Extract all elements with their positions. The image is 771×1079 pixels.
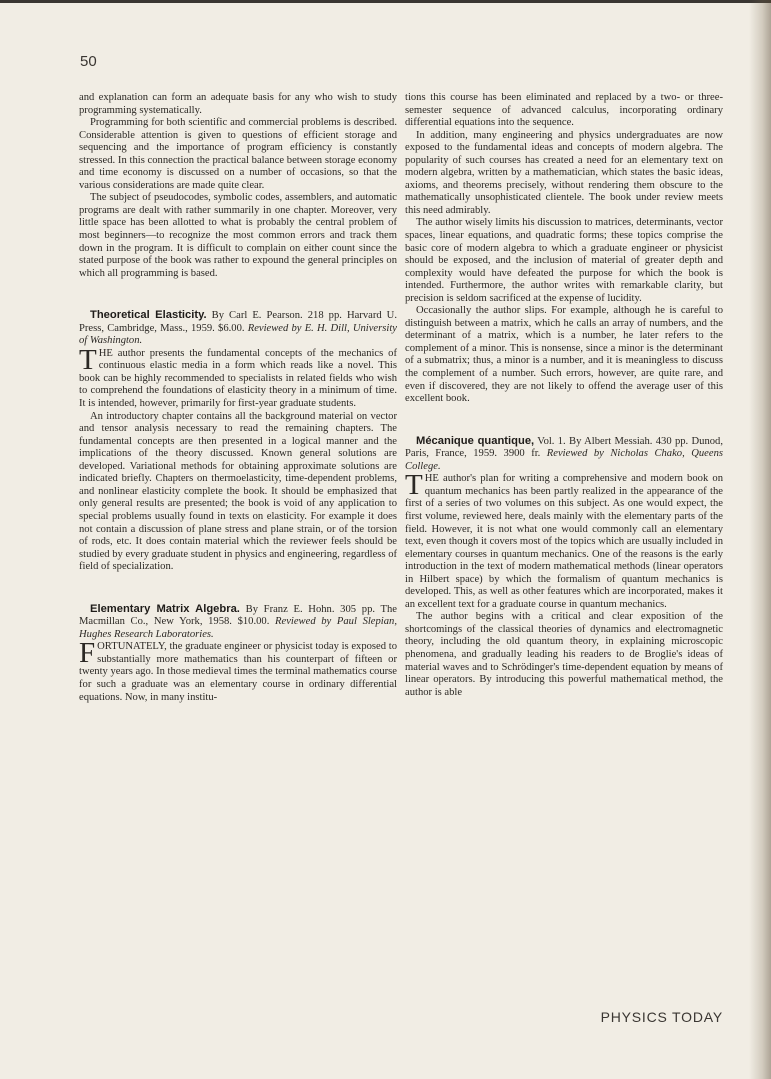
body-paragraph: Occasionally the author slips. For example, although he is careful to distinguish between a matrix, which he calls an array of numbers, and the determinant of a matrix, which is a number, he later refers to the complement of a minor. This is nonsense, since a minor is the determinant of a submatrix; thus, a minor is a number, and it is meaningless to discuss the complement of a number. Such errors, however, are quite rare, and even if discovered, they are not likely to offend the average user of this excellent book. [405,305,723,405]
page-number: 50 [80,53,97,70]
review-heading [405,435,723,474]
right-column [405,92,723,699]
review-title: Mécanique quantique, [416,434,535,447]
body-paragraph: In addition, many engineering and physics undergraduates are now exposed to the fundamental ideas and concepts of modern algebra. The popularity of such courses has created a need for an elementary text on modern algebra, written by a mathematician, which states the basic ideas, axioms, and theorems precisely, without rendering them obscure to the mathematically unsophisticated clientele. The book under review meets this need admirably. [405,129,723,216]
journal-footer: PHYSICS TODAY [600,1009,723,1025]
review-reviewer: Reviewed by E. H. Dill, University of Washington. [79,322,397,347]
review-first-paragraph: FORTUNATELY, the graduate engineer or physicist today is exposed to substantially more mathematics than his counterpart of fifteen or twenty years ago. In those medieval times the terminal mathematics course for such a graduate was an elementary course in ordinary differential equations. Now, in many institu- [79,637,398,703]
section-gap [79,574,397,603]
review-first-paragraph: THE author's plan for writing a comprehensive and modern book on quantum mechanics has been partly realized in the appearance of the first of a series of two volumes on this subject. As one would expect, the first volume, reviewed here, deals mainly with the elementary parts of the field. However, it is not what one would commonly call an elementary text, even though it covers most of the topics which are usually included in elementary courses in quantum mechanics. One of the reasons is the early introduction in the text of modern mathematical methods (linear operators in Hilbert space) by which the formalism of quantum mechanics is developed. This, as well as other features which are incorporated, makes it an excellent text for a graduate course in quantum mechanics. [405,469,723,610]
review-heading [79,603,397,642]
left-column [79,92,397,704]
review-reviewer: Reviewed by Paul Slepian, Hughes Research Laboratories. [79,616,397,640]
top-rule [0,0,771,3]
review-heading [79,309,397,348]
body-paragraph: The author begins with a critical and clear exposition of the shortcomings of the classical theories of dynamics and electromagnetic theory, including the old quantum theory, in explaining microscopic phenomena, and gradually leading his readers to de Broglie's ideas of material waves and to Schrödinger's time-dependent equation by means of linear operators. By introducing this powerful mathematical method, the author is able [405,611,723,698]
review-bibliography: Vol. 1. By Albert Messiah. 430 pp. Dunod, Paris, France, 1959. 3900 fr. [405,435,723,460]
body-paragraph: The subject of pseudocodes, symbolic codes, assemblers, and automatic programs are dealt with rather summarily in one chapter. Moreover, very little space has been allotted to what is probably the central problem of most beginners—to recognize the most common errors and track them down in the program. It is difficult to complain on either count since the stated purpose of the book was rather to expound the general principles on which all programming is based. [79,192,397,279]
review-title: Theoretical Elasticity. [90,309,207,322]
section-gap [79,280,397,309]
body-paragraph: tions this course has been eliminated and replaced by a two- or three-semester sequence of advanced calculus, incorporating ordinary differential equations into the sequence. [405,92,723,129]
review-reviewer: Reviewed by Nicholas Chako, Queens College. [405,448,723,472]
section-gap [405,406,723,435]
review-bibliography: By Carl E. Pearson. 218 pp. Harvard U. Press, Cambridge, Mass., 1959. $6.00. [79,310,397,334]
review-bibliography: By Franz E. Hohn. 305 pp. The Macmillan Co., New York, 1958. $10.00. [79,603,397,628]
body-paragraph: and explanation can form an adequate basis for any who wish to study programming systematically. [79,92,397,116]
review-first-paragraph: THE author presents the fundamental concepts of the mechanics of continuous elastic media in a form which reads like a novel. This book can be highly recommended to specialists in related fields who wish to comprehend the foundations of elasticity theory in a minimum of time. It is intended, however, primarily for first-year graduate students. [79,343,397,410]
review-title: Elementary Matrix Algebra. [90,602,240,615]
body-paragraph: The author wisely limits his discussion to matrices, determinants, vector spaces, linear equations, and quadratic forms; these topics comprise the basic core of modern algebra to which a graduate engineer or physicist should be exposed, and the inclusion of material of greater depth and complexity would have defeated the purpose for which the book is intended. Furthermore, the author writes with remarkable clarity, but precision is seldom sacrificed at the expense of lucidity. [405,217,723,304]
body-paragraph: Programming for both scientific and commercial problems is described. Considerable attention is given to questions of efficient storage and sequencing and the importance of program efficiency is constantly stressed. In this connection the practical balance between storage economy and time economy is discussed on a number of occasions, so that the various considerations are made quite clear. [79,117,397,191]
page-edge-shadow [749,0,771,1079]
body-paragraph: An introductory chapter contains all the background material on vector and tensor analysis necessary to read the remaining chapters. The fundamental concepts are then presented in a logical manner and the implications of the theory discussed. Known general solutions are developed. Variational methods for obtaining approximate solutions are indicated briefly. Chapters on thermoelasticity, time-dependent problems, and nonlinear elasticity complete the book. It should be emphasized that only general results are presented; the book is void of any application to special problems usually found in texts on elasticity. For example it does not contain a discussion of plane stress and plane strain, or of the torsion of rods, etc. It does contain material which the reviewer feels should be studied by every graduate student in physics and engineering, regardless of field of specialization. [79,410,398,573]
